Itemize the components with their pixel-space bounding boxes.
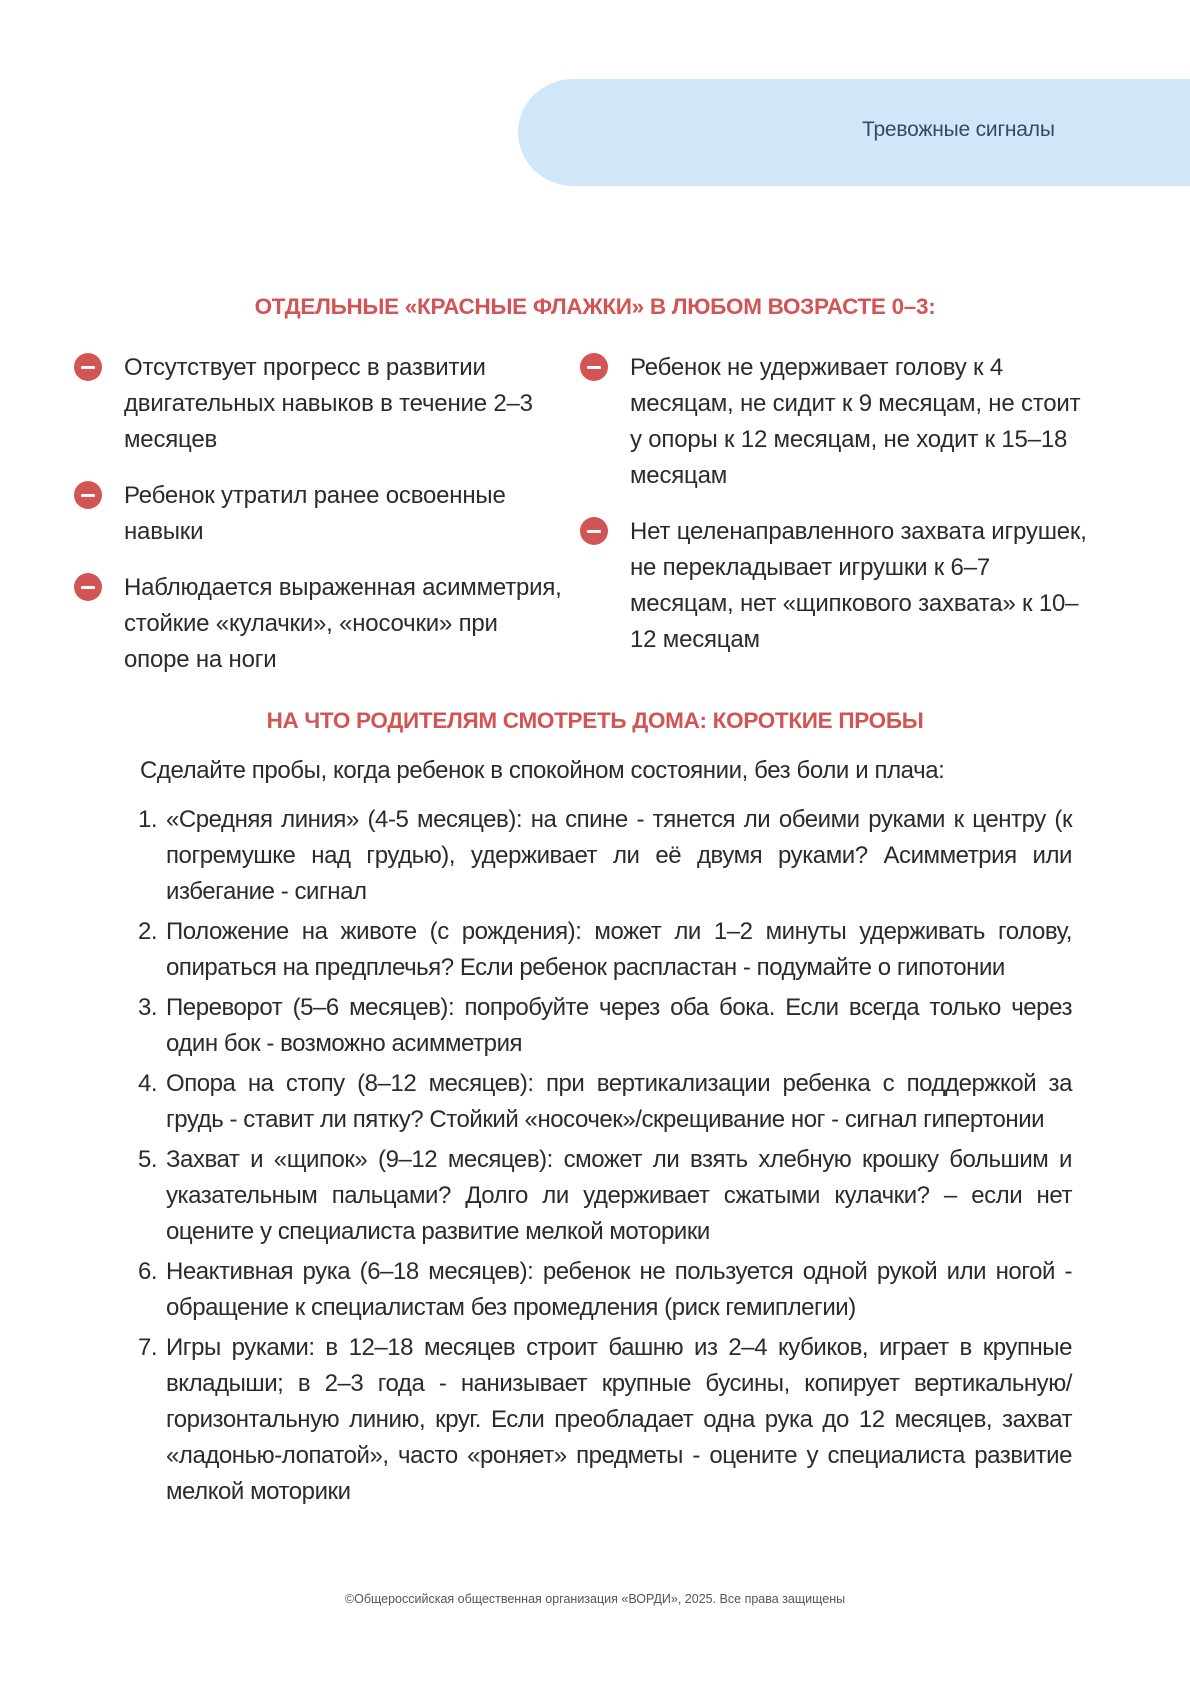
probe-number: 6. (138, 1258, 158, 1285)
home-tests-intro: Сделайте пробы, когда ребенок в спокойном состоянии, без боли и плача: (140, 757, 945, 784)
minus-circle-icon (580, 353, 608, 381)
probe-text: Опора на стопу (8–12 месяцев): при вертикализации ребенка с поддержкой за грудь - ставит ли пятку? Стойкий «носочек»/скрещивание ног - сигнал гипертонии (166, 1070, 1072, 1133)
red-flag-text: Ребенок не удерживает голову к 4 месяцам, не сидит к 9 месяцам, не стоит у опоры к 12 месяцам, не ходит к 15–18 месяцам (630, 354, 1081, 489)
red-flag-text: Нет целенаправленного захвата игрушек, не перекладывает игрушки к 6–7 месяцам, нет «щипкового захвата» к 10–12 месяцам (630, 518, 1087, 653)
probe-number: 1. (138, 806, 158, 833)
red-flag-item (72, 350, 562, 458)
home-tests-heading: НА ЧТО РОДИТЕЛЯМ СМОТРЕТЬ ДОМА: КОРОТКИЕ ПРОБЫ (266, 708, 924, 733)
section-title: Тревожные сигналы (862, 118, 1055, 141)
probe-text: Неактивная рука (6–18 месяцев): ребенок не пользуется одной рукой или ногой - обращение к специалистам без промедления (риск гемиплегии) (166, 1258, 1072, 1321)
minus-circle-icon (74, 481, 102, 509)
probe-text: Положение на животе (с рождения): может ли 1–2 минуты удерживать голову, опираться на предплечья? Если ребенок распластан - подумайте о гипотонии (166, 918, 1072, 981)
red-flags-heading: ОТДЕЛЬНЫЕ «КРАСНЫЕ ФЛАЖКИ» В ЛЮБОМ ВОЗРАСТЕ 0–3: (254, 294, 936, 319)
probe-item (138, 914, 1072, 986)
probe-number: 2. (138, 918, 158, 945)
probe-number: 7. (138, 1334, 158, 1361)
probe-number: 4. (138, 1070, 158, 1097)
probe-text: Переворот (5–6 месяцев): попробуйте через оба бока. Если всегда только через один бок - возможно асимметрия (166, 994, 1072, 1057)
home-tests-list (138, 802, 1072, 1514)
probe-text: «Средняя линия» (4-5 месяцев): на спине - тянется ли обеими руками к центру (к погремушке над грудью), удерживает ли её двумя руками? Асимметрия или избегание - сигнал (166, 806, 1072, 905)
copyright-footer: ©Общероссийская общественная организация «ВОРДИ», 2025. Все права защищены (344, 1592, 846, 1606)
red-flag-text: Отсутствует прогресс в развитии двигательных навыков в течение 2–3 месяцев (124, 354, 533, 453)
probe-item (138, 990, 1072, 1062)
section-header-pill (518, 79, 1190, 186)
probe-item (138, 1254, 1072, 1326)
red-flags-right-column (578, 350, 1098, 658)
red-flag-item (578, 350, 1098, 494)
minus-circle-icon (580, 517, 608, 545)
red-flag-item (578, 514, 1098, 658)
minus-circle-icon (74, 353, 102, 381)
probe-item (138, 1142, 1072, 1250)
probe-number: 3. (138, 994, 158, 1021)
probe-item (138, 1330, 1072, 1510)
red-flag-item (72, 478, 562, 550)
probe-text: Игры руками: в 12–18 месяцев строит башню из 2–4 кубиков, играет в крупные вкладыши; в 2–3 года - нанизывает крупные бусины, копирует вертикальную/горизонтальную линию, круг. Если преобладает одна рука до 12 месяцев, захват «ладонью-лопатой», часто «роняет» предметы - оцените у специалиста развитие мелкой моторики (166, 1334, 1072, 1505)
red-flags-left-column (72, 350, 562, 678)
probe-text: Захват и «щипок» (9–12 месяцев): сможет ли взять хлебную крошку большим и указательным пальцами? Долго ли удерживает сжатыми кулачки? – если нет оцените у специалиста развитие мелкой моторики (166, 1146, 1072, 1245)
red-flag-text: Ребенок утратил ранее освоенные навыки (124, 482, 506, 545)
probe-item (138, 802, 1072, 910)
minus-circle-icon (74, 573, 102, 601)
probe-item (138, 1066, 1072, 1138)
red-flag-item (72, 570, 562, 678)
probe-number: 5. (138, 1146, 158, 1173)
red-flag-text: Наблюдается выраженная асимметрия, стойкие «кулачки», «носочки» при опоре на ноги (124, 574, 562, 673)
